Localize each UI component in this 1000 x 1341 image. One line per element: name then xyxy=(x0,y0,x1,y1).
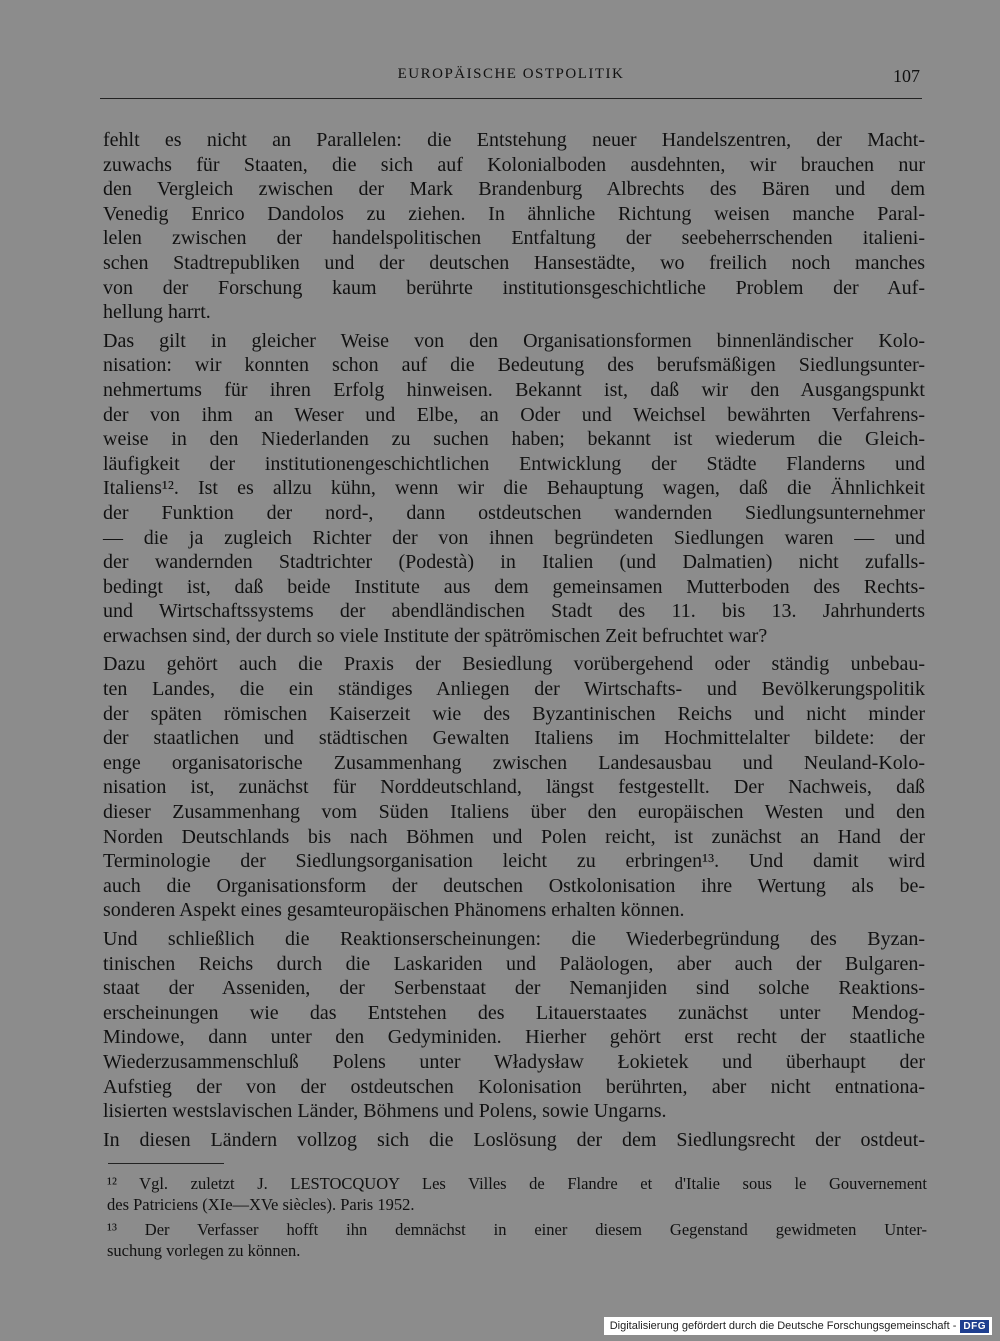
paragraph xyxy=(103,128,925,325)
footnote-divider xyxy=(108,1163,224,1164)
dfg-credit-banner[interactable] xyxy=(604,1317,992,1335)
text-line: fehlt es nicht an Parallelen: die Entstehung neuer Handelszentren, der Macht- xyxy=(103,129,925,151)
footnote xyxy=(107,1219,927,1261)
footnote-line: des Patriciens (XIe—XVe siècles). Paris 1952. xyxy=(107,1195,415,1214)
text-line: Terminologie der Siedlungsorganisation leicht zu erbringen¹³. Und damit wird xyxy=(103,850,925,873)
text-line: enge organisatorische Zusammenhang zwischen Landesausbau und Neuland-Kolo- xyxy=(103,751,925,774)
text-line: Dazu gehört auch die Praxis der Besiedlung vorübergehend oder ständig unbebau- xyxy=(103,653,925,676)
dfg-logo-icon: DFG xyxy=(960,1320,989,1333)
text-line: nisation ist, zunächst für Norddeutschland, längst festgestellt. Der Nachweis, daß xyxy=(103,776,925,799)
text-line: Mindowe, dann unter den Gedyminiden. Hierher gehört erst recht der staatliche xyxy=(103,1026,925,1049)
text-line: bedingt ist, daß beide Institute aus dem gemeinsamen Mutterboden des Rechts- xyxy=(103,575,925,598)
text-line: Aufstieg der von der ostdeutschen Kolonisation berührten, aber nicht entnationa- xyxy=(103,1075,925,1098)
text-line: weise in den Niederlanden zu suchen haben; bekannt ist wiederum die Gleich- xyxy=(103,428,925,451)
page-header xyxy=(100,64,922,99)
text-line: auch die Organisationsform der deutschen Ostkolonisation ihre Wertung als be- xyxy=(103,874,925,897)
text-line: — die ja zugleich Richter der von ihnen begründeten Siedlungen waren — und xyxy=(103,526,925,549)
text-line: nehmertums für ihren Erfolg hinweisen. Bekannt ist, daß wir den Ausgangspunkt xyxy=(103,378,925,401)
text-line: der wandernden Stadtrichter (Podestà) in Italien (und Dalmatien) nicht zufalls- xyxy=(103,551,925,574)
text-line: staat der Asseniden, der Serbenstaat der Nemanjiden sind solche Reaktions- xyxy=(103,977,925,1000)
paragraph xyxy=(103,652,925,923)
page-number: 107 xyxy=(893,66,920,86)
footnote xyxy=(107,1173,927,1215)
text-line: ten Landes, die ein ständiges Anliegen der Wirtschafts- und Bevölkerungspolitik xyxy=(103,678,925,701)
text-line: hellung harrt. xyxy=(103,301,211,324)
text-line: den Vergleich zwischen der Mark Brandenburg Albrechts des Bären und dem xyxy=(103,178,925,201)
text-line: Und schließlich die Reaktionserscheinungen: die Wiederbegründung des Byzan- xyxy=(103,928,925,950)
text-line: der staatlichen und städtischen Gewalten Italiens im Hochmittelalter bildete: der xyxy=(103,727,925,750)
text-line: nisation: wir konnten schon auf die Bedeutung des berufsmäßigen Siedlungsunter- xyxy=(103,354,925,377)
text-line: zuwachs für Staaten, die sich auf Kolonialboden ausdehnten, wir brauchen nur xyxy=(103,153,925,176)
text-line: und Wirtschaftssystems der abendländischen Stadt des 11. bis 13. Jahrhunderts xyxy=(103,600,925,623)
text-line: Norden Deutschlands bis nach Böhmen und Polen reicht, ist zunächst an Hand der xyxy=(103,825,925,848)
paragraph xyxy=(103,927,925,1124)
paragraph xyxy=(103,1128,925,1153)
text-line: von der Forschung kaum berührte institutionsgeschichtliche Problem der Auf- xyxy=(103,276,925,299)
text-line: Venedig Enrico Dandolos zu ziehen. In ähnliche Richtung weisen manche Paral- xyxy=(103,202,925,225)
text-line: der späten römischen Kaiserzeit wie des Byzantinischen Reichs und nicht minder xyxy=(103,702,925,725)
running-title: EUROPÄISCHE OSTPOLITIK xyxy=(397,66,625,82)
text-line: erwachsen sind, der durch so viele Institute der spätrömischen Zeit befruchtet war? xyxy=(103,624,768,647)
text-line: tinischen Reichs durch die Laskariden und Paläologen, aber auch der Bulgaren- xyxy=(103,952,925,975)
footnote-line: ¹³ Der Verfasser hofft ihn demnächst in einer diesem Gegenstand gewidmeten Unter- xyxy=(107,1220,927,1239)
text-line: schen Stadtrepubliken und der deutschen Hansestädte, wo freilich noch manches xyxy=(103,251,925,274)
text-line: dieser Zusammenhang vom Süden Italiens über den europäischen Westen und den xyxy=(103,801,925,824)
text-line: Italiens¹². Ist es allzu kühn, wenn wir die Behauptung wagen, daß die Ähnlichkeit xyxy=(103,477,925,500)
footnote-line: suchung vorlegen zu können. xyxy=(107,1241,301,1260)
body-text xyxy=(103,128,925,1156)
footnote-line: ¹² Vgl. zuletzt J. LESTOCQUOY Les Villes de Flandre et d'Italie sous le Gouvernement xyxy=(107,1174,927,1193)
text-line: Das gilt in gleicher Weise von den Organisationsformen binnenländischer Kolo- xyxy=(103,329,925,352)
footnotes xyxy=(107,1173,927,1265)
text-line: lelen zwischen der handelspolitischen Entfaltung der seebeherrschenden italieni- xyxy=(103,227,925,250)
text-line: der von ihm an Weser und Elbe, an Oder und Weichsel bewährten Verfahrens- xyxy=(103,403,925,426)
text-line: erscheinungen wie das Entstehen des Litauerstaates zunächst unter Mendog- xyxy=(103,1001,925,1024)
text-line: Wiederzusammenschluß Polens unter Władysław Łokietek und überhaupt der xyxy=(103,1050,925,1073)
paragraph xyxy=(103,329,925,649)
text-line: der Funktion der nord-, dann ostdeutschen wandernden Siedlungsunternehmer xyxy=(103,501,925,524)
text-line: sonderen Aspekt eines gesamteuropäischen Phänomens erhalten können. xyxy=(103,899,685,922)
text-line: läufigkeit der institutionengeschichtlichen Entwicklung der Städte Flanderns und xyxy=(103,452,925,475)
credit-text: Digitalisierung gefördert durch die Deutsche Forschungsgemeinschaft - xyxy=(609,1320,957,1332)
text-line: In diesen Ländern vollzog sich die Loslösung der dem Siedlungsrecht der ostdeut- xyxy=(103,1128,925,1151)
text-line: lisierten westslavischen Länder, Böhmens und Polens, sowie Ungarns. xyxy=(103,1100,667,1123)
